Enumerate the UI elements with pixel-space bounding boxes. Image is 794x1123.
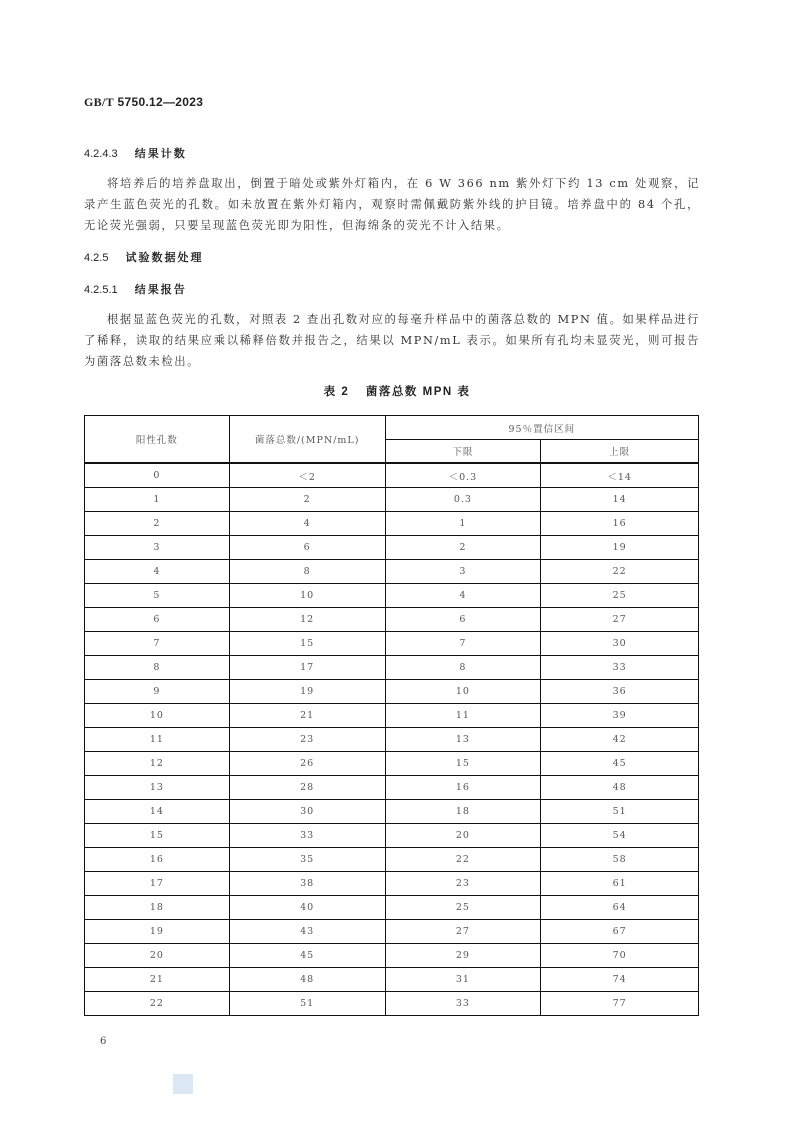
table-title: 菌落总数 MPN 表 (365, 386, 471, 398)
cell-positive-wells: 12 (85, 752, 230, 776)
table-row (85, 560, 699, 584)
cell-lower-limit: 25 (385, 896, 541, 920)
cell-positive-wells: 11 (85, 728, 230, 752)
section-title: 结果计数 (134, 148, 187, 160)
cell-upper-limit: 27 (541, 608, 699, 632)
standard-number: 5750.12—2023 (117, 95, 204, 109)
cell-total-count: 21 (229, 704, 385, 728)
cell-positive-wells: 13 (85, 776, 230, 800)
cell-upper-limit: 77 (541, 992, 699, 1016)
cell-total-count: 43 (229, 920, 385, 944)
cell-positive-wells: 19 (85, 920, 230, 944)
table-row (85, 824, 699, 848)
cell-lower-limit: 4 (385, 584, 541, 608)
cell-positive-wells: 18 (85, 896, 230, 920)
cell-total-count: 28 (229, 776, 385, 800)
table-row (85, 728, 699, 752)
table-row (85, 992, 699, 1016)
cell-total-count: 51 (229, 992, 385, 1016)
section-number: 4.2.5.1 (84, 284, 118, 296)
cell-upper-limit: 30 (541, 632, 699, 656)
cell-lower-limit: 23 (385, 872, 541, 896)
cell-total-count: 15 (229, 632, 385, 656)
mpn-table (84, 415, 699, 1016)
cell-upper-limit: 61 (541, 872, 699, 896)
cell-upper-limit: 39 (541, 704, 699, 728)
cell-upper-limit: 42 (541, 728, 699, 752)
cell-upper-limit: 19 (541, 536, 699, 560)
cell-total-count: 35 (229, 848, 385, 872)
cell-upper-limit: 36 (541, 680, 699, 704)
cell-positive-wells: 10 (85, 704, 230, 728)
section-number: 4.2.5 (84, 252, 109, 264)
cell-positive-wells: 2 (85, 512, 230, 536)
cell-lower-limit: 22 (385, 848, 541, 872)
section-number: 4.2.4.3 (84, 148, 118, 160)
cell-upper-limit: 64 (541, 896, 699, 920)
table-row (85, 704, 699, 728)
cell-upper-limit: 54 (541, 824, 699, 848)
cell-lower-limit: 7 (385, 632, 541, 656)
cell-upper-limit: ＜14 (541, 463, 699, 488)
cell-positive-wells: 21 (85, 968, 230, 992)
cell-lower-limit: 2 (385, 536, 541, 560)
header-upper-limit: 上限 (541, 440, 699, 464)
cell-positive-wells: 6 (85, 608, 230, 632)
table-caption (0, 383, 794, 399)
table-row (85, 488, 699, 512)
cell-lower-limit: 13 (385, 728, 541, 752)
header-positive-wells: 阳性孔数 (85, 416, 230, 464)
cell-upper-limit: 33 (541, 656, 699, 680)
cell-total-count: 30 (229, 800, 385, 824)
cell-positive-wells: 1 (85, 488, 230, 512)
cell-positive-wells: 14 (85, 800, 230, 824)
mpn-table-body (85, 463, 699, 1016)
table-row (85, 776, 699, 800)
cell-positive-wells: 22 (85, 992, 230, 1016)
cell-total-count: 45 (229, 944, 385, 968)
cell-upper-limit: 22 (541, 560, 699, 584)
cell-lower-limit: 33 (385, 992, 541, 1016)
section-title: 结果报告 (134, 284, 187, 296)
cell-lower-limit: 3 (385, 560, 541, 584)
cell-total-count: 33 (229, 824, 385, 848)
cell-positive-wells: 15 (85, 824, 230, 848)
cell-total-count: 38 (229, 872, 385, 896)
paragraph-result-counting: 将培养后的培养盘取出，倒置于暗处或紫外灯箱内，在 6 W 366 nm 紫外灯下约 13 cm 处观察，记录产生蓝色荧光的孔数。如未放置在紫外灯箱内，观察时需佩戴防紫外线的护目镜。培养盘中的 84 个孔，无论荧光强弱，只要呈现蓝色荧光即为阳性，但海绵条的荧光不计入结果。 (84, 177, 700, 232)
cell-upper-limit: 45 (541, 752, 699, 776)
table-row (85, 680, 699, 704)
cell-total-count: 23 (229, 728, 385, 752)
sac-logo (173, 1074, 193, 1094)
page-number: 6 (100, 1036, 107, 1047)
table-row (85, 848, 699, 872)
cell-lower-limit: 15 (385, 752, 541, 776)
cell-upper-limit: 25 (541, 584, 699, 608)
cell-upper-limit: 70 (541, 944, 699, 968)
cell-lower-limit: 8 (385, 656, 541, 680)
cell-lower-limit: 10 (385, 680, 541, 704)
cell-lower-limit: 20 (385, 824, 541, 848)
table-row (85, 944, 699, 968)
cell-total-count: 40 (229, 896, 385, 920)
cell-lower-limit: 31 (385, 968, 541, 992)
cell-positive-wells: 3 (85, 536, 230, 560)
cell-total-count: 10 (229, 584, 385, 608)
table-row (85, 463, 699, 488)
cell-positive-wells: 8 (85, 656, 230, 680)
standard-code (84, 95, 203, 110)
section-heading-4-2-4-3 (84, 145, 187, 161)
cell-lower-limit: 16 (385, 776, 541, 800)
section-heading-4-2-5 (84, 249, 204, 265)
cell-positive-wells: 7 (85, 632, 230, 656)
cell-positive-wells: 5 (85, 584, 230, 608)
header-confidence-interval: 95％置信区间 (385, 416, 698, 440)
table-row (85, 536, 699, 560)
cell-lower-limit: 18 (385, 800, 541, 824)
table-row (85, 584, 699, 608)
cell-lower-limit: 1 (385, 512, 541, 536)
cell-lower-limit: 0.3 (385, 488, 541, 512)
cell-upper-limit: 16 (541, 512, 699, 536)
section-title: 试验数据处理 (125, 252, 204, 264)
header-lower-limit: 下限 (385, 440, 541, 464)
table-row (85, 800, 699, 824)
cell-upper-limit: 58 (541, 848, 699, 872)
table-row (85, 920, 699, 944)
cell-total-count: 2 (229, 488, 385, 512)
paragraph-result-report: 根据显蓝色荧光的孔数，对照表 2 查出孔数对应的每毫升样品中的菌落总数的 MPN 值。如果样品进行了稀释，读取的结果应乘以稀释倍数并报告之，结果以 MPN/mL 表示。如果所有孔均未显荧光，则可报告为菌落总数未检出。 (84, 313, 700, 368)
table-row (85, 512, 699, 536)
cell-total-count: 12 (229, 608, 385, 632)
table-row (85, 752, 699, 776)
cell-lower-limit: ＜0.3 (385, 463, 541, 488)
cell-total-count: 19 (229, 680, 385, 704)
table-row (85, 656, 699, 680)
table-row (85, 608, 699, 632)
table-row (85, 632, 699, 656)
cell-lower-limit: 6 (385, 608, 541, 632)
table-row (85, 872, 699, 896)
cell-total-count: 17 (229, 656, 385, 680)
cell-positive-wells: 4 (85, 560, 230, 584)
cell-upper-limit: 48 (541, 776, 699, 800)
table-row (85, 896, 699, 920)
cell-positive-wells: 17 (85, 872, 230, 896)
cell-upper-limit: 51 (541, 800, 699, 824)
cell-total-count: 26 (229, 752, 385, 776)
cell-lower-limit: 11 (385, 704, 541, 728)
cell-lower-limit: 29 (385, 944, 541, 968)
header-total-count: 菌落总数/(MPN/mL) (229, 416, 385, 464)
cell-positive-wells: 0 (85, 463, 230, 488)
table-label: 表 2 (323, 386, 350, 398)
cell-lower-limit: 27 (385, 920, 541, 944)
cell-total-count: 4 (229, 512, 385, 536)
cell-total-count: ＜2 (229, 463, 385, 488)
standard-prefix: GB/T (84, 95, 114, 109)
cell-upper-limit: 67 (541, 920, 699, 944)
cell-upper-limit: 14 (541, 488, 699, 512)
cell-total-count: 48 (229, 968, 385, 992)
cell-total-count: 6 (229, 536, 385, 560)
section-heading-4-2-5-1 (84, 281, 187, 297)
cell-positive-wells: 16 (85, 848, 230, 872)
cell-positive-wells: 20 (85, 944, 230, 968)
table-row (85, 968, 699, 992)
cell-upper-limit: 74 (541, 968, 699, 992)
cell-positive-wells: 9 (85, 680, 230, 704)
cell-total-count: 8 (229, 560, 385, 584)
